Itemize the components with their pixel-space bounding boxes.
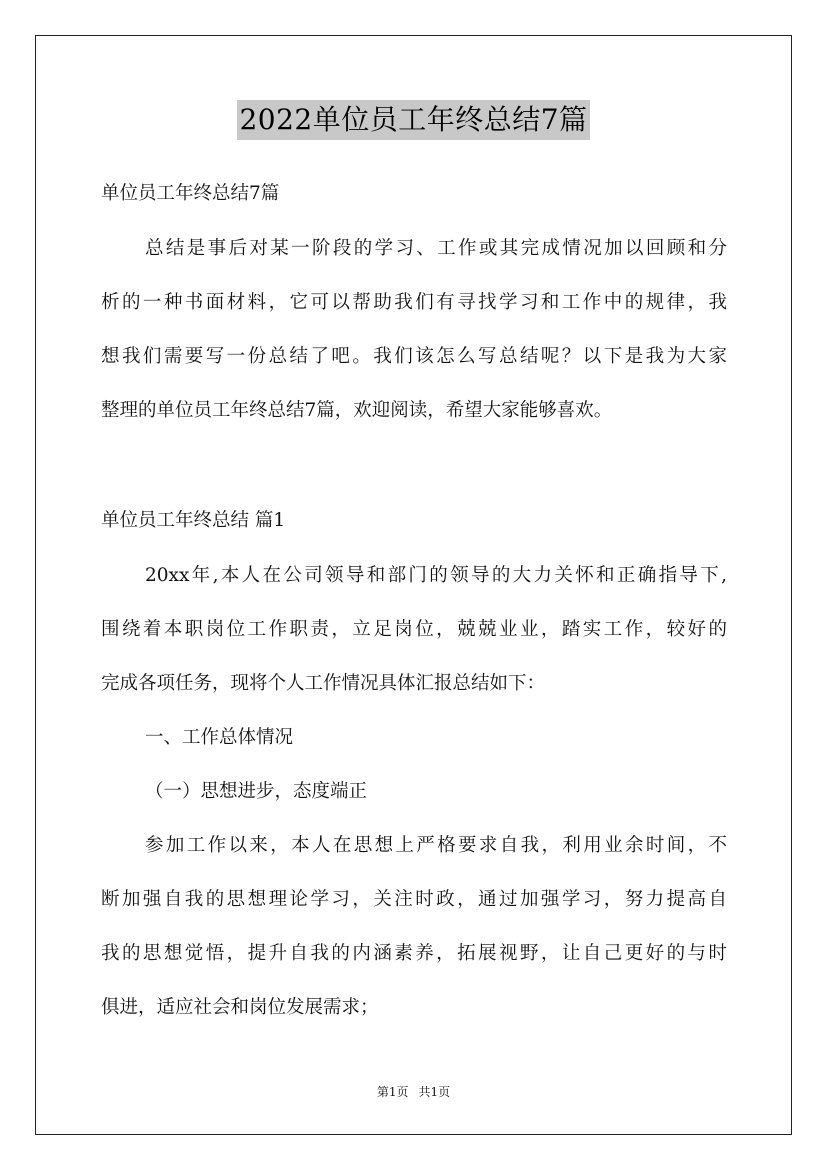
section1-para2-line-3: 我的思想觉悟，提升自我的内涵素养，拓展视野，让自己更好的与时 xyxy=(101,943,727,964)
heading-work-overview: 一、工作总体情况 xyxy=(145,727,294,748)
page-total: 共1页 xyxy=(418,1085,451,1099)
section1-para2-line-2: 断加强自我的思想理论学习，关注时政，通过加强学习，努力提高自 xyxy=(101,889,727,910)
section-heading: 单位员工年终总结 篇1 xyxy=(101,510,286,531)
section1-para1-line-2: 围绕着本职岗位工作职责，立足岗位，兢兢业业，踏实工作，较好的 xyxy=(101,619,727,640)
intro-line-4: 整理的单位员工年终总结7篇，欢迎阅读，希望大家能够喜欢。 xyxy=(101,400,613,421)
section1-para1-line-1: 20xx年,本人在公司领导和部门的领导的大力关怀和正确指导下, xyxy=(145,565,727,586)
intro-line-2: 析的一种书面材料，它可以帮助我们有寻找学习和工作中的规律，我 xyxy=(101,292,727,313)
document-title: 2022单位员工年终总结7篇 xyxy=(237,100,589,140)
page-number: 第1页 xyxy=(376,1085,409,1099)
heading-thought-progress: （一）思想进步，态度端正 xyxy=(145,781,368,802)
intro-line-1: 总结是事后对某一阶段的学习、工作或其完成情况加以回顾和分 xyxy=(145,238,727,259)
section1-para2-line-1: 参加工作以来，本人在思想上严格要求自我，利用业余时间，不 xyxy=(145,835,727,856)
title-container xyxy=(0,100,827,140)
section1-para1-line-3: 完成各项任务，现将个人工作情况具体汇报总结如下： xyxy=(101,673,546,694)
intro-line-3: 想我们需要写一份总结了吧。我们该怎么写总结呢？以下是我为大家 xyxy=(101,346,727,367)
section1-para2-line-4: 俱进，适应社会和岗位发展需求； xyxy=(101,997,379,1018)
page-footer xyxy=(0,1084,827,1100)
document-subtitle: 单位员工年终总结7篇 xyxy=(101,183,280,204)
